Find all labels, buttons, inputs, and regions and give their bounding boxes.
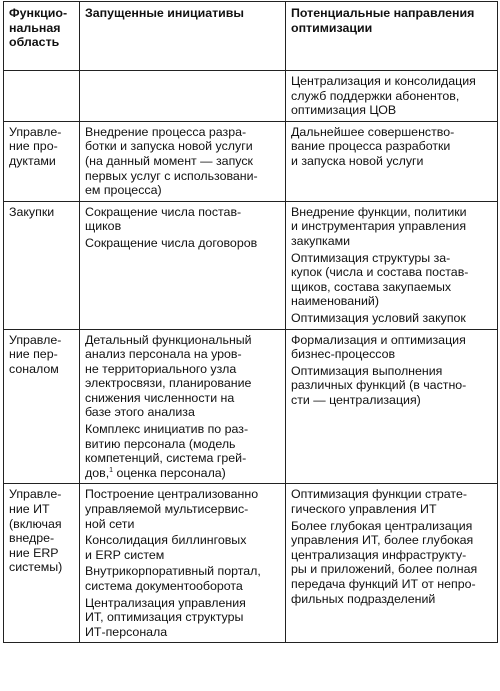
cell-text-line: внедре-: [9, 531, 55, 546]
cell-text-line: Функцио-: [9, 6, 68, 20]
cell-text-line: компетенций, система грей-: [85, 451, 247, 466]
cell-text-line: гического управления ИТ: [291, 502, 437, 517]
cell-text-line: ИТ-персонала: [85, 624, 168, 639]
cell-text-line: область: [9, 35, 60, 50]
cell-text-line: различных функций (в частно-: [291, 378, 467, 393]
cell-text-line: Консолидация биллинговых: [85, 533, 247, 548]
directions-cell: [286, 201, 498, 329]
area-cell: [4, 71, 80, 122]
initiatives-cell: [80, 121, 286, 201]
cell-text-line: сти — централизация): [291, 392, 421, 407]
area-cell: [4, 329, 80, 484]
table-row: [4, 121, 498, 201]
cell-text-line: Оптимизация выполнения: [291, 363, 443, 378]
header-launched-initiatives: [80, 2, 286, 71]
cell-text-line: ние про-: [9, 139, 58, 154]
cell-item: [291, 125, 493, 169]
cell-text-line: Закупки: [9, 204, 55, 219]
cell-text-line: щиков, состава закупаемых: [291, 279, 452, 294]
cell-text-line: Управле-: [9, 124, 62, 139]
cell-text-line: и инструментария управления: [291, 219, 467, 234]
cell-text-line: бизнес-процессов: [291, 347, 396, 362]
cell-text-line: Внедрение процесса разра-: [85, 124, 247, 139]
cell-text-line: Дальнейшее совершенство-: [291, 124, 455, 139]
directions-cell: [286, 484, 498, 643]
initiatives-cell: [80, 71, 286, 122]
cell-text-line: централизация инфраструкту-: [291, 547, 467, 562]
cell-text-line: оптимизации: [291, 20, 373, 35]
cell-item: [85, 422, 281, 480]
cell-item: [291, 333, 493, 362]
cell-item: [291, 251, 493, 309]
cell-text-line: система документооборота: [85, 579, 243, 593]
cell-text-line: Внедрение функции, политики: [291, 204, 467, 219]
cell-text-line: щиков: [85, 219, 122, 234]
cell-text-line: передача функций ИТ от непро-: [291, 577, 476, 591]
cell-text-line: Построение централизованно: [85, 487, 259, 502]
cell-item: [85, 487, 281, 531]
cell-text-line: не территориального узла: [85, 361, 237, 376]
cell-item: [85, 333, 281, 421]
area-cell: [4, 484, 80, 643]
initiatives-cell: [80, 329, 286, 484]
cell-text-line: (на данный момент — запуск: [85, 153, 253, 168]
cell-text-line: Сокращение числа договоров: [85, 235, 258, 250]
cell-text-line: и ERP систем: [85, 547, 165, 562]
cell-text-line: вание процесса разработки: [291, 139, 451, 154]
cell-text-line: Запущенные инициативы: [85, 6, 244, 20]
cell-item: [85, 236, 281, 251]
area-cell: [4, 201, 80, 329]
optimization-table: [3, 1, 498, 643]
cell-text-line: Централизация и консолидация: [291, 74, 476, 88]
cell-text-line: ры и приложений, более полная: [291, 562, 478, 577]
cell-text-line: Оптимизация функции страте-: [291, 487, 467, 502]
cell-text-line: ботки и запуска новой услуги: [85, 139, 253, 154]
cell-text-line: витию персонала (модель: [85, 436, 236, 451]
cell-item: [85, 205, 281, 234]
cell-text-line: Управле-: [9, 487, 62, 502]
cell-text-line: Внутрикорпоративный портал,: [85, 564, 261, 579]
directions-cell: [286, 71, 498, 122]
table-row: [4, 71, 498, 122]
cell-text-line: управляемой мультисервис-: [85, 502, 249, 517]
table-row: [4, 201, 498, 329]
initiatives-cell: [80, 201, 286, 329]
cell-text-line: Комплекс инициатив по раз-: [85, 422, 249, 437]
cell-text-line: Сокращение числа постав-: [85, 204, 242, 219]
cell-item: [291, 364, 493, 408]
directions-cell: [286, 329, 498, 484]
directions-cell: [286, 121, 498, 201]
cell-text-line: ем процесса): [85, 183, 162, 198]
cell-text-line: ние ИТ: [9, 502, 50, 517]
cell-text-line: и запуска новой услуги: [291, 153, 424, 168]
cell-item: [85, 596, 281, 640]
cell-text-line: купок (числа и состава постав-: [291, 265, 469, 280]
cell-text-line: нальная: [9, 20, 61, 35]
cell-text-line: Управле-: [9, 332, 62, 347]
cell-text-line: (включая: [9, 516, 62, 531]
cell-item: [85, 564, 281, 593]
cell-item: [291, 519, 493, 607]
cell-text-line: Оптимизация условий закупок: [291, 310, 466, 325]
header-optimization-directions: [286, 2, 498, 71]
table-header-row: [4, 2, 498, 71]
cell-text-line: Формализация и оптимизация: [291, 332, 466, 347]
cell-text-line: Более глубокая централизация: [291, 518, 473, 533]
cell-item: [291, 74, 493, 118]
cell-text-line: закупками: [291, 233, 351, 248]
cell-item: [291, 205, 493, 249]
cell-item: [85, 125, 281, 198]
cell-text-line: Потенциальные направления: [291, 6, 475, 20]
cell-text-line: дуктами: [9, 153, 56, 168]
cell-item: [291, 311, 493, 326]
initiatives-cell: [80, 484, 286, 643]
cell-item: [291, 487, 493, 516]
cell-text-line: Детальный функциональный: [85, 332, 252, 347]
cell-text-line: электросвязи, планирование: [85, 376, 252, 391]
cell-text-line: ной сети: [85, 516, 135, 531]
area-cell: [4, 121, 80, 201]
cell-text-line: системы): [9, 560, 63, 575]
cell-text-line: снижения численности на: [85, 390, 235, 405]
cell-text-line: анализ персонала на уров-: [85, 347, 242, 362]
cell-item: [85, 533, 281, 562]
cell-text-line: управления ИТ, более глубокая: [291, 533, 474, 548]
table-row: [4, 484, 498, 643]
cell-text-line: служб поддержки абонентов,: [291, 88, 460, 103]
cell-text-line: первых услуг с использовани-: [85, 168, 258, 183]
cell-text-line: оптимизация ЦОВ: [291, 103, 397, 118]
cell-text-line: Оптимизация структуры за-: [291, 250, 451, 265]
table-row: [4, 329, 498, 484]
cell-text-line: фильных подразделений: [291, 591, 436, 606]
cell-text-line: ние пер-: [9, 347, 58, 362]
cell-text-line: ИТ, оптимизация структуры: [85, 610, 244, 625]
cell-text-line: соналом: [9, 361, 59, 376]
cell-text-line: Централизация управления: [85, 595, 246, 610]
header-functional-area: [4, 2, 80, 71]
cell-text-line: наименований): [291, 294, 379, 309]
cell-text-line: дов,$^1$ оценка персонала): [85, 465, 226, 480]
cell-text-line: ние ERP: [9, 545, 59, 560]
cell-text-line: базе этого анализа: [85, 405, 195, 420]
